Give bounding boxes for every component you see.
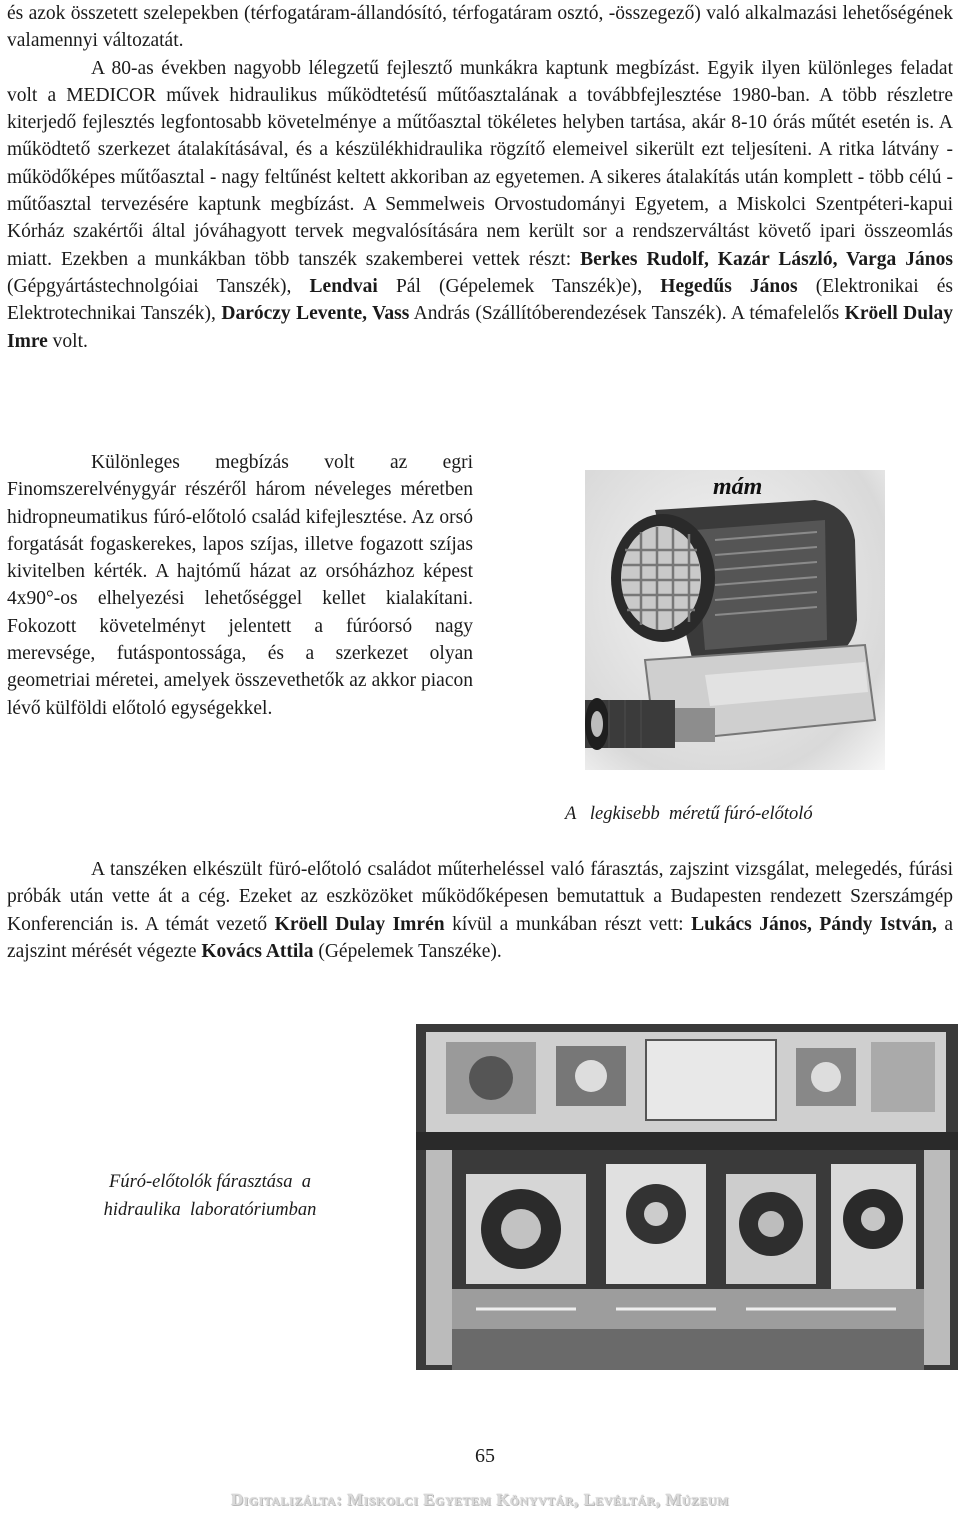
text-run: volt. bbox=[47, 330, 88, 352]
bold-name-run: Lukács János, Pándy István, bbox=[691, 913, 937, 935]
text-run: kívül a munkában részt vett: bbox=[444, 913, 692, 935]
photo-label: mám bbox=[713, 474, 763, 500]
photo-hydraulic-lab bbox=[416, 1024, 958, 1370]
hydraulic-lab-illustration bbox=[416, 1024, 958, 1370]
photo-drill-feed-unit bbox=[585, 470, 885, 770]
text-run: A tanszéken elkészült füró-előtoló családot műterheléssel való fárasztás, zajszint vizsgálat, melegedés, fúrási próbák után vette át a cég. Ezeket az eszközöket működőképesen bemutattuk a Budapesten rendezett Szerszámgép Konferencián is. A témát vezető bbox=[7, 859, 953, 935]
paragraph-testing bbox=[7, 856, 953, 965]
text-run: Különleges megbízás volt az egri Finomszerelvénygyár részéről három néveleges méretben hidropneumatikus fúró-előtoló család kifejlesztése. Az orsó forgatását fogaskerekes, lapos szíjas, illetve fogazott szíjas kivitelben kérték. A hajtómű házat az orsóházhoz képest 4x90°-os elhelyezési lehetőséggel kellet kialakítani. Fokozott követelményt jelentett a fúróorsó nagy merevsége, futáspontossága, és a szerkezet olyan geometriai méretei, amelyek összevethetők az akkor piacon lévő külföldi előtoló egységekkel. bbox=[7, 452, 473, 719]
bold-name-run: Kovács Attila bbox=[201, 940, 314, 962]
photo-caption-lab-line-2: hidraulika laboratóriumban bbox=[103, 1200, 317, 1220]
paragraph-furo-eloto bbox=[7, 449, 473, 722]
text-run: András (Szállítóberendezések Tanszék). A témafelelős bbox=[409, 303, 845, 325]
bold-name-run: Kröell Dulay Imrén bbox=[274, 913, 445, 935]
text-run: (Elektronikai és Elektrotechnikai Tanszék), bbox=[7, 275, 953, 325]
bold-name-run: Berkes Rudolf, Kazár László, Varga János bbox=[580, 248, 953, 270]
text-run: Pál (Gépelemek Tanszék)e), bbox=[377, 275, 661, 297]
photo-caption-drill-feed: A legkisebb méretű fúró-előtoló bbox=[565, 804, 813, 824]
bold-name-run: Kröell Dulay Imre bbox=[7, 303, 954, 352]
bold-name-run: Lendvai bbox=[309, 275, 378, 297]
text-run: a zajszint mérését végezte bbox=[7, 913, 953, 962]
bold-name-run: Hegedűs János bbox=[660, 275, 798, 297]
text-run: (Gépgyártástechnolgóiai Tanszék), bbox=[7, 275, 310, 297]
drill-feed-unit-illustration bbox=[585, 470, 885, 770]
text-run: A 80-as években nagyobb lélegzetű fejlesztő munkákra kaptunk megbízást. Egyik ilyen különleges feladat volt a MEDICOR művek hidraulikus működtetésű műtőasztalának a továbbfejlesztése 1980-ban. A több részletre kiterjedő fejlesztés legfontosabb követelménye a műtőasztal tökéletes helyben tartása, akár 8-10 órás műtét esetén is. A működtető szerkezet átalakításával, és a készülékhidraulika rögzítő elemeivel sikerült ezt teljesíteni. A ritka látvány - működőképes műtőasztal - nagy feltűnést keltett akkoriban az egyetemen. A sikeres átalakítás után komplett - több célú - műtőasztal tervezésére kaptunk megbízást. A Semmelweis Orvostudományi Egyetem, a Miskolci Szentpéteri-kapui Kórház szakértői által jóváhagyott tervek megvalósítására nem került sor a rendszerváltást követő ipari összeomlás miatt. Ezekben a munkákban több tanszék szakemberei vettek részt: bbox=[7, 57, 953, 270]
page-number: 65 bbox=[475, 1445, 495, 1467]
photo-caption-lab-line-1: Fúró-előtolók fárasztása a bbox=[109, 1172, 311, 1192]
digitization-footer: Digitalizálta: Miskolci Egyetem Könyvtár, Levéltár, Múzeum bbox=[230, 1490, 730, 1509]
text-run: és azok összetett szelepekben (térfogatáram-állandósító, térfogatáram osztó, -összegező) való alkalmazási lehetőségének valamennyi változatát. bbox=[7, 3, 953, 52]
paragraph-medicor bbox=[7, 0, 953, 355]
text-run: (Gépelemek Tanszéke). bbox=[313, 940, 502, 962]
photo-caption-lab bbox=[20, 1168, 400, 1224]
bold-name-run: Daróczy Levente, Vass bbox=[221, 303, 410, 325]
